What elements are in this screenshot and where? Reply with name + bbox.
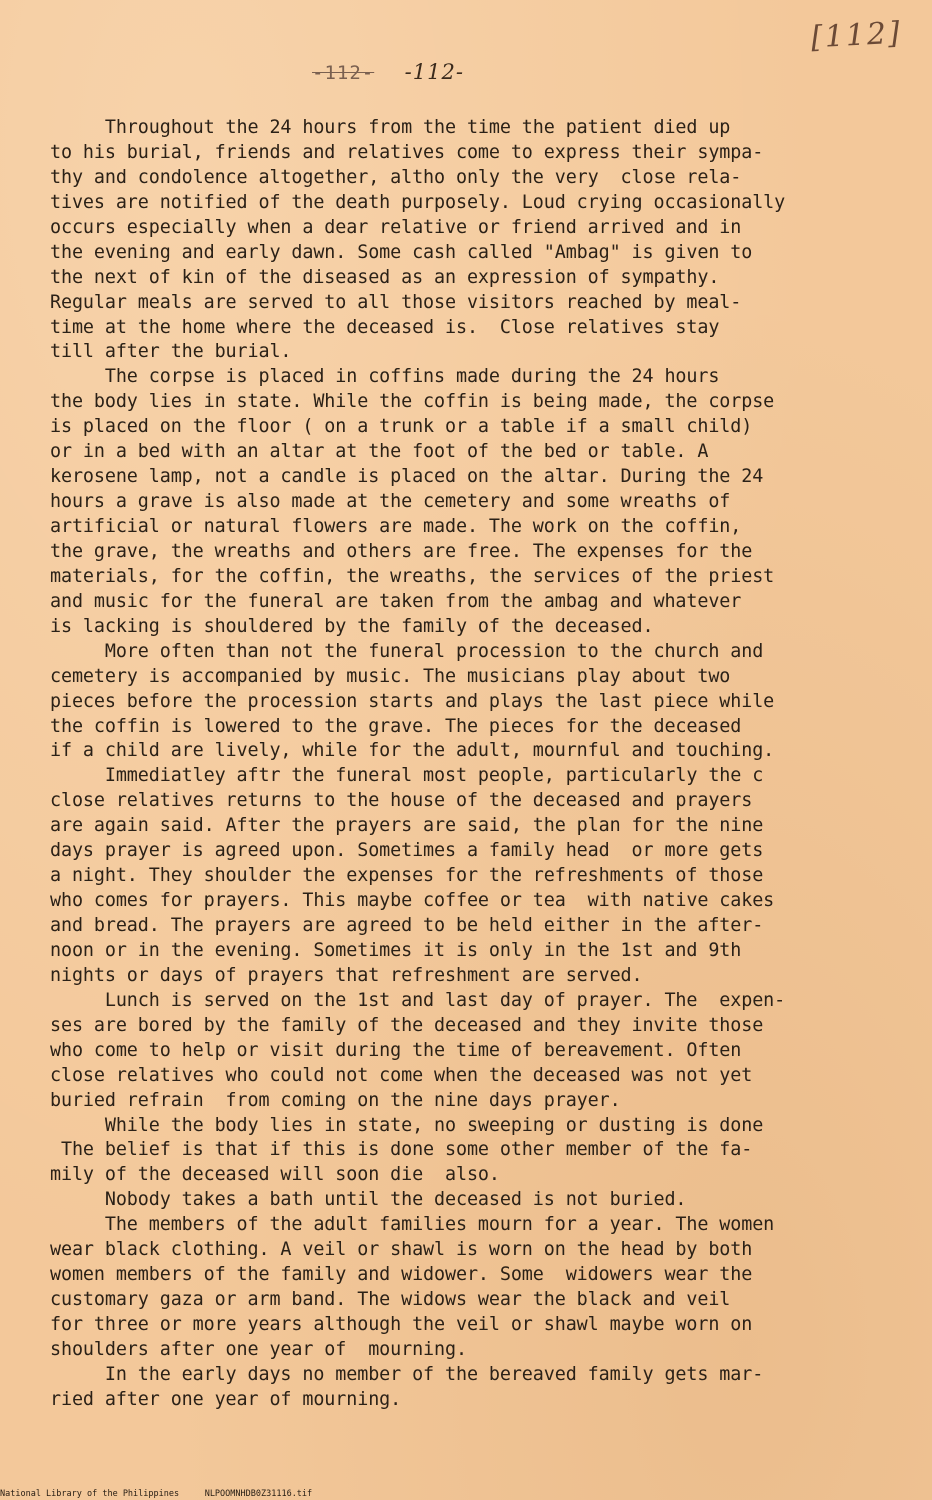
- text-line: time at the home where the deceased is. Close relatives stay: [50, 316, 720, 338]
- text-line: a night. They shoulder the expenses for the refreshments of those: [50, 865, 764, 887]
- text-line: Immediatley aftr the funeral most people, particularly the c: [50, 765, 764, 787]
- text-line: noon or in the evening. Sometimes it is only in the 1st and 9th: [50, 939, 742, 961]
- text-line: customary gaza or arm band. The widows wear the black and veil: [50, 1289, 731, 1311]
- text-line: to his burial, friends and relatives come to express their sympa-: [50, 141, 764, 163]
- text-line: are again said. After the prayers are said, the plan for the nine: [50, 815, 764, 837]
- text-line: cemetery is accompanied by music. The musicians play about two: [50, 665, 731, 687]
- text-line: shoulders after one year of mourning.: [50, 1338, 467, 1360]
- text-line: days prayer is agreed upon. Sometimes a family head or more gets: [50, 840, 764, 862]
- text-line: hours a grave is also made at the cemetery and some wreaths of: [50, 491, 731, 513]
- text-line: close relatives who could not come when the deceased was not yet: [50, 1064, 753, 1086]
- text-line: ses are bored by the family of the deceased and they invite those: [50, 1014, 764, 1036]
- text-line: wear black clothing. A veil or shawl is worn on the head by both: [50, 1239, 753, 1261]
- text-line: if a child are lively, while for the adult, mournful and touching.: [50, 740, 775, 762]
- text-line: the grave, the wreaths and others are free. The expenses for the: [50, 540, 753, 562]
- text-line: the coffin is lowered to the grave. The pieces for the deceased: [50, 715, 742, 737]
- text-line: is lacking is shouldered by the family of the deceased.: [50, 615, 654, 637]
- text-line: Nobody takes a bath until the deceased is not buried.: [50, 1189, 687, 1211]
- text-line: Regular meals are served to all those visitors reached by meal-: [50, 291, 742, 313]
- text-line: women members of the family and widower. Some widowers wear the: [50, 1264, 753, 1286]
- text-line: The members of the adult families mourn for a year. The women: [50, 1214, 775, 1236]
- text-line: Throughout the 24 hours from the time the patient died up: [50, 117, 731, 138]
- text-line: The corpse is placed in coffins made during the 24 hours: [50, 366, 720, 388]
- page-number-typed-struck: -112-: [312, 62, 375, 84]
- typed-body-text: [50, 116, 890, 1413]
- text-line: kerosene lamp, not a candle is placed on the altar. During the 24: [50, 466, 764, 488]
- text-line: Lunch is served on the 1st and last day of prayer. The expen-: [50, 989, 786, 1011]
- text-line: pieces before the procession starts and plays the last piece while: [50, 690, 775, 712]
- archive-footer-stamp: National Library of the Philippines NLPOOMNHDB0Z31116.tif: [0, 1489, 313, 1499]
- page-number-handwritten: -112-: [404, 60, 464, 84]
- text-line: and bread. The prayers are agreed to be held either in the after-: [50, 915, 764, 936]
- text-line: who comes for prayers. This maybe coffee or tea with native cakes: [50, 890, 775, 912]
- text-line: nights or days of prayers that refreshment are served.: [50, 964, 643, 986]
- page-number: [312, 60, 464, 84]
- text-line: tives are notified of the death purposely. Loud crying occasionally: [50, 191, 786, 213]
- text-line: thy and condolence altogether, altho only the very close rela-: [50, 166, 742, 188]
- text-line: occurs especially when a dear relative or friend arrived and in: [50, 216, 742, 238]
- text-line: mily of the deceased will soon die also.: [50, 1164, 500, 1186]
- text-line: till after the burial.: [50, 341, 292, 363]
- text-line: buried refrain from coming on the nine days prayer.: [50, 1089, 621, 1111]
- text-line: In the early days no member of the bereaved family gets mar-: [50, 1363, 764, 1385]
- text-line: and music for the funeral are taken from the ambag and whatever: [50, 590, 742, 612]
- text-line: close relatives returns to the house of the deceased and prayers: [50, 790, 753, 812]
- archive-number: [112]: [810, 15, 903, 56]
- text-line: or in a bed with an altar at the foot of the bed or table. A: [50, 441, 709, 463]
- text-line: the body lies in state. While the coffin is being made, the corpse: [50, 391, 775, 413]
- text-line: materials, for the coffin, the wreaths, the services of the priest: [50, 565, 775, 587]
- text-line: is placed on the floor ( on a trunk or a table if a small child): [50, 416, 753, 438]
- text-line: More often than not the funeral procession to the church and: [50, 640, 764, 662]
- text-line: the next of kin of the diseased as an expression of sympathy.: [50, 266, 720, 288]
- text-line: While the body lies in state, no sweeping or dusting is done: [50, 1114, 764, 1136]
- text-line: who come to help or visit during the time of bereavement. Often: [50, 1039, 742, 1061]
- text-line: ried after one year of mourning.: [50, 1388, 402, 1410]
- text-line: The belief is that if this is done some other member of the fa-: [50, 1139, 753, 1161]
- text-line: the evening and early dawn. Some cash called "Ambag" is given to: [50, 241, 753, 263]
- text-line: artificial or natural flowers are made. The work on the coffin,: [50, 516, 742, 537]
- text-line: for three or more years although the veil or shawl maybe worn on: [50, 1314, 753, 1335]
